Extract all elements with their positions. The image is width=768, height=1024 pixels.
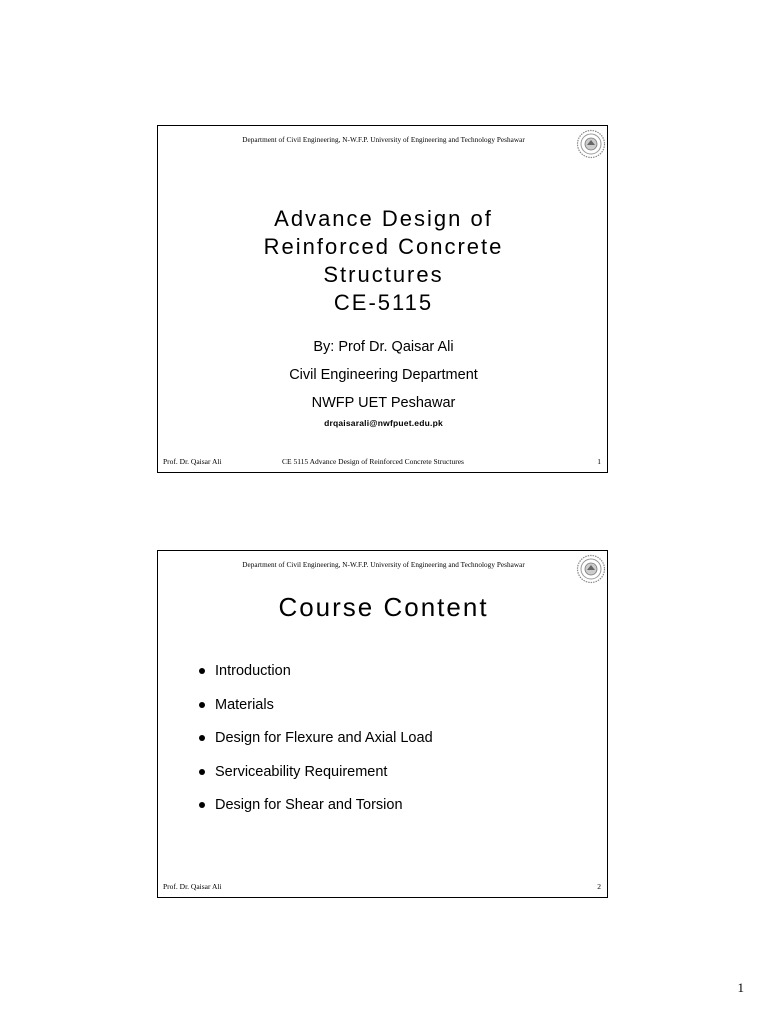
- list-item-label: Introduction: [215, 663, 291, 679]
- footer-course: CE 5115 Advance Design of Reinforced Concrete Structures: [282, 457, 464, 466]
- author-name: By: Prof Dr. Qaisar Ali: [313, 339, 454, 355]
- course-content-list: [198, 661, 433, 829]
- title-line: Reinforced Concrete: [263, 234, 504, 259]
- author-email: drqaisarali@nwfpuet.edu.pk: [324, 418, 443, 428]
- slide-2: [157, 550, 608, 898]
- slide-title: Course Content: [278, 592, 489, 622]
- bullet-icon: [199, 702, 205, 708]
- author-info: [158, 333, 609, 417]
- department-header: Department of Civil Engineering, N-W.F.P. University of Engineering and Technology Peshawar: [242, 561, 525, 569]
- slide-number: 1: [597, 457, 601, 466]
- page-number: 1: [737, 980, 744, 995]
- list-item-label: Design for Flexure and Axial Load: [215, 730, 433, 746]
- title-line: Structures: [323, 262, 444, 287]
- list-item-label: Design for Shear and Torsion: [215, 797, 403, 813]
- department-name: Civil Engineering Department: [289, 367, 478, 383]
- title-line: CE-5115: [333, 290, 434, 315]
- slide-1: [157, 125, 608, 473]
- list-item: [198, 795, 433, 829]
- department-header: Department of Civil Engineering, N-W.F.P. University of Engineering and Technology Peshawar: [242, 136, 525, 144]
- bullet-icon: [199, 668, 205, 674]
- slide-number: 2: [597, 882, 601, 891]
- bullet-icon: [199, 802, 205, 808]
- list-item: [198, 728, 433, 762]
- footer-author: Prof. Dr. Qaisar Ali: [163, 457, 222, 466]
- list-item: [198, 661, 433, 695]
- university-seal-icon: [576, 554, 606, 584]
- bullet-icon: [199, 769, 205, 775]
- list-item: [198, 695, 433, 729]
- bullet-icon: [199, 735, 205, 741]
- list-item: [198, 762, 433, 796]
- slide-title: [158, 205, 609, 317]
- institution-name: NWFP UET Peshawar: [311, 395, 456, 411]
- title-line: Advance Design of: [274, 206, 493, 231]
- university-seal-icon: [576, 129, 606, 159]
- footer-author: Prof. Dr. Qaisar Ali: [163, 882, 222, 891]
- list-item-label: Serviceability Requirement: [215, 763, 388, 780]
- list-item-label: Materials: [215, 696, 274, 713]
